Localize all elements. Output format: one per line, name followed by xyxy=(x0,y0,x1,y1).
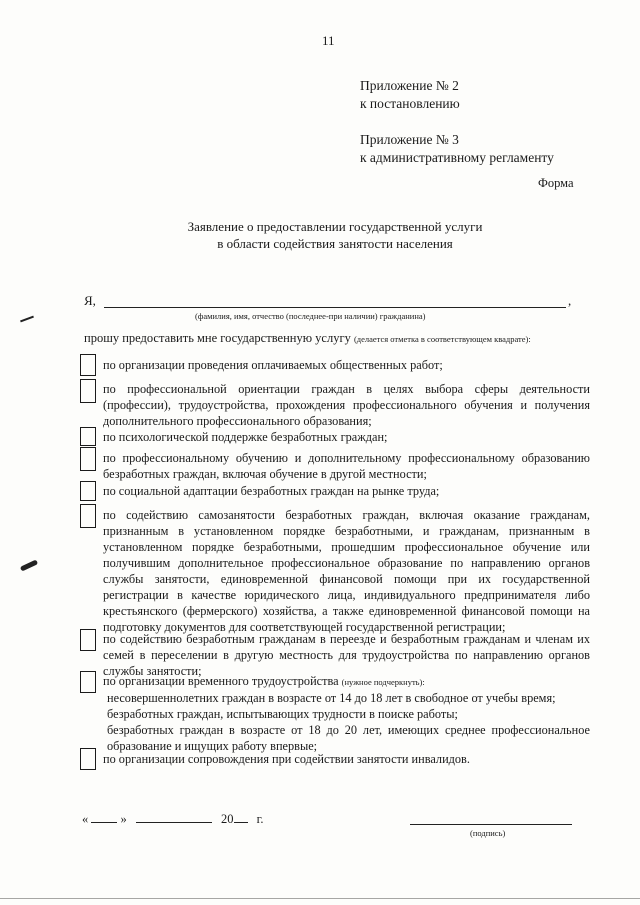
signature-hint: (подпись) xyxy=(470,828,506,838)
scan-edge-line xyxy=(0,898,640,899)
page-number: 11 xyxy=(322,33,335,48)
option-checkbox-8[interactable] xyxy=(80,671,96,693)
form-label: Форма xyxy=(538,176,574,190)
option-8 xyxy=(103,673,590,754)
option-checkbox-4[interactable] xyxy=(80,447,96,471)
option-checkbox-9[interactable] xyxy=(80,748,96,770)
date-day-field[interactable] xyxy=(91,822,117,823)
applicant-prefix: Я, xyxy=(84,293,96,308)
date-year-field[interactable] xyxy=(234,822,248,823)
request-hint: (делается отметка в соответствующем квадрате): xyxy=(353,334,531,344)
option-checkbox-6[interactable] xyxy=(80,504,96,528)
title-line-2: в области содействия занятости населения xyxy=(217,236,453,251)
option-3: по психологической поддержке безработных граждан; xyxy=(103,430,388,444)
signature-field[interactable] xyxy=(410,824,572,825)
appendix-2-line-1: Приложение № 3 xyxy=(360,132,459,147)
option-checkbox-7[interactable] xyxy=(80,629,96,651)
applicant-hint: (фамилия, имя, отчество (последнее-при наличии) гражданина) xyxy=(195,311,426,321)
option-5: по социальной адаптации безработных граждан на рынке труда; xyxy=(103,484,440,498)
request-line xyxy=(84,331,531,346)
option-4: по профессиональному обучению и дополнительному профессиональному образованию безработных граждан, включая обучение в другой местности; xyxy=(103,451,590,481)
option-8-subitem-1[interactable]: несовершеннолетних граждан в возрасте от 14 до 18 лет в свободное от учебы время; xyxy=(107,691,556,705)
applicant-suffix: , xyxy=(568,293,572,308)
option-8-hint: (нужное подчеркнуть): xyxy=(341,677,425,687)
option-checkbox-1[interactable] xyxy=(80,354,96,376)
option-6: по содействию самозанятости безработных граждан, включая оказание гражданам, признанным в установленном порядке безработными, и гражданам, признанным в установленном порядке безработными, прошедшим профессиональное обучение или получившим дополнительное профессиональное образование по направлению органов службы занятости, единовременной финансовой помощи при их государственной регистрации в качестве юридического лица, индивидуального предпринимателя либо крестьянского (фермерского) хозяйства, а также единовременной финансовой помощи на подготовку документов для соответствующей государственной регистрации; xyxy=(103,508,590,634)
appendix-block-2 xyxy=(360,131,554,167)
applicant-name-field[interactable] xyxy=(104,307,566,308)
option-8-subitem-2[interactable]: безработных граждан, испытывающих трудности в поиске работы; xyxy=(107,707,458,721)
appendix-1-line-2: к постановлению xyxy=(360,96,460,111)
date-year-suffix: г. xyxy=(256,812,264,826)
title-line-1: Заявление о предоставлении государственной услуги xyxy=(187,219,483,234)
option-1: по организации проведения оплачиваемых общественных работ; xyxy=(103,358,443,372)
option-2: по профессиональной ориентации граждан в целях выбора сферы деятельности (профессии), трудоустройства, прохождения профессионального обучения и получения дополнительного профессионального образования; xyxy=(103,382,590,428)
option-checkbox-2[interactable] xyxy=(80,379,96,403)
scan-mark xyxy=(20,316,34,323)
date-close-quote: » xyxy=(120,812,127,826)
option-checkbox-3[interactable] xyxy=(80,427,96,446)
date-line xyxy=(82,812,263,827)
option-checkbox-5[interactable] xyxy=(80,481,96,501)
appendix-2-line-2: к административному регламенту xyxy=(360,150,554,165)
option-8-subitem-3[interactable]: безработных граждан в возрасте от 18 до 20 лет, имеющих среднее профессиональное образование и ищущих работу впервые; xyxy=(107,723,590,753)
appendix-block-1 xyxy=(360,77,460,113)
option-8-text: по организации временного трудоустройства xyxy=(103,674,339,688)
date-open-quote: « xyxy=(82,812,89,826)
date-month-field[interactable] xyxy=(136,822,212,823)
option-9: по организации сопровождения при содействии занятости инвалидов. xyxy=(103,752,470,766)
date-year-prefix: 20 xyxy=(221,812,234,826)
request-text: прошу предоставить мне государственную услугу xyxy=(84,331,351,345)
appendix-1-line-1: Приложение № 2 xyxy=(360,78,459,93)
option-7: по содействию безработным гражданам в переезде и безработным гражданам и членам их семей в переселении в другую местность для трудоустройства по направлению органов службы занятости; xyxy=(103,632,590,678)
document-title xyxy=(100,218,570,252)
scan-mark xyxy=(20,559,38,571)
